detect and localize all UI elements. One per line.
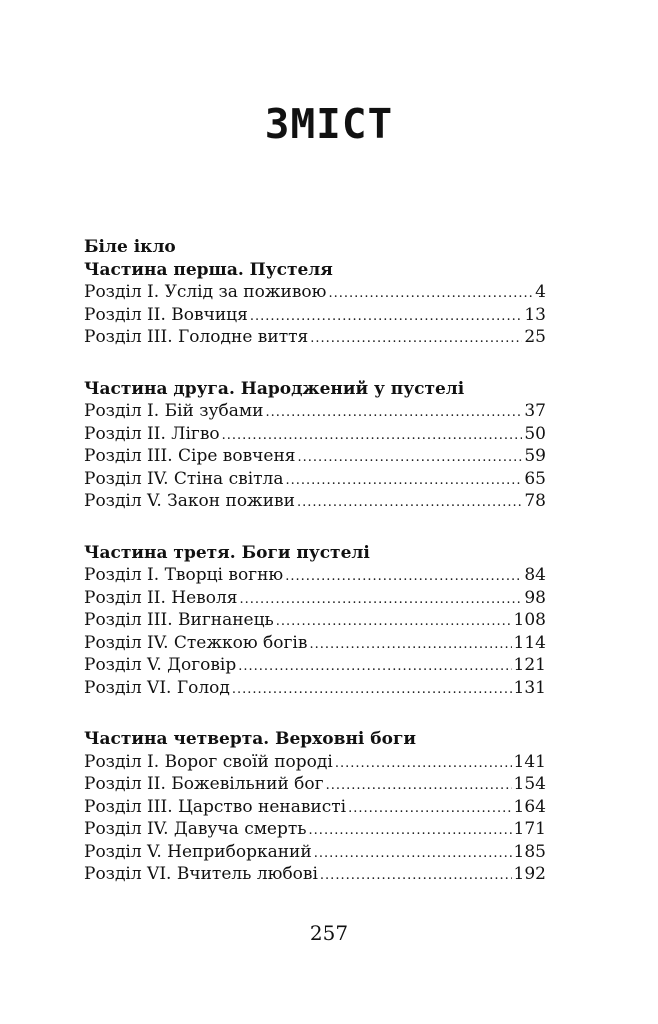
part-3	[84, 542, 546, 700]
toc-entry-page: 171	[513, 819, 546, 839]
dot-leader	[265, 402, 522, 425]
toc-entry[interactable]	[84, 751, 546, 774]
toc-entry-page: 50	[524, 423, 546, 444]
table-of-contents	[84, 236, 546, 886]
toc-entry[interactable]	[84, 796, 546, 819]
dot-leader	[285, 566, 522, 589]
toc-entry-label: Розділ V. Закон поживи	[84, 491, 295, 511]
toc-entry-label: Розділ I. Ворог своїй породі	[84, 751, 333, 772]
toc-entry[interactable]	[84, 863, 546, 886]
toc-entry-label: Розділ I. Творці вогню	[84, 565, 284, 585]
toc-entry[interactable]	[84, 841, 546, 864]
part-1	[84, 236, 546, 349]
toc-entry-label: Розділ III. Голодне виття	[84, 327, 309, 347]
toc-entry[interactable]	[84, 609, 546, 632]
toc-entry[interactable]	[84, 632, 546, 655]
toc-entry-label: Розділ V. Неприборканий	[84, 841, 312, 862]
dot-leader	[310, 328, 522, 351]
toc-entry-label: Розділ III. Вигнанець	[84, 610, 274, 630]
toc-entry[interactable]	[84, 564, 546, 587]
toc-entry[interactable]	[84, 445, 546, 468]
toc-entry-page: 192	[513, 864, 546, 884]
toc-entry[interactable]	[84, 423, 546, 446]
part-4	[84, 728, 546, 886]
toc-entry-label: Розділ II. Вовчиця	[84, 304, 248, 325]
toc-entry[interactable]	[84, 677, 546, 700]
part-title: Частина четверта. Верховні боги	[84, 729, 416, 749]
dot-leader	[335, 753, 512, 776]
toc-entry-page: 84	[524, 565, 546, 585]
dot-leader	[222, 425, 523, 448]
toc-entry-page: 164	[513, 796, 546, 817]
toc-entry-label: Розділ VI. Вчитель любові	[84, 864, 318, 884]
toc-entry-label: Розділ II. Лігво	[84, 423, 220, 444]
toc-entry-label: Розділ I. Бій зубами	[84, 401, 264, 421]
dot-leader	[297, 492, 522, 515]
dot-leader	[309, 634, 511, 657]
toc-entry-page: 185	[513, 841, 546, 862]
dot-leader	[328, 283, 533, 306]
toc-entry[interactable]	[84, 326, 546, 349]
toc-entry-page: 78	[524, 491, 546, 511]
toc-entry-page: 13	[524, 304, 546, 325]
dot-leader	[314, 843, 512, 866]
toc-entry-page: 108	[513, 610, 546, 630]
dot-leader	[276, 611, 512, 634]
dot-leader	[309, 820, 512, 843]
toc-entry[interactable]	[84, 654, 546, 677]
dot-leader	[298, 447, 523, 470]
toc-entry-page: 131	[513, 677, 546, 698]
dot-leader	[326, 775, 512, 798]
part-2	[84, 378, 546, 513]
toc-entry[interactable]	[84, 587, 546, 610]
toc-entry[interactable]	[84, 490, 546, 513]
toc-entry-label: Розділ IV. Давуча смерть	[84, 819, 307, 839]
page-title: ЗМІСТ	[264, 100, 394, 148]
dot-leader	[250, 306, 523, 329]
toc-entry-page: 141	[513, 751, 546, 772]
dot-leader	[240, 589, 523, 612]
dot-leader	[320, 865, 512, 888]
toc-entry-label: Розділ II. Неволя	[84, 587, 238, 608]
toc-entry-label: Розділ II. Божевільний бог	[84, 774, 324, 794]
dot-leader	[348, 798, 511, 821]
book-title: Біле ікло	[84, 237, 176, 257]
toc-entry-label: Розділ III. Сіре вовченя	[84, 446, 296, 466]
toc-entry-page: 98	[524, 587, 546, 608]
toc-entry-label: Розділ IV. Стежкою богів	[84, 632, 308, 653]
toc-entry[interactable]	[84, 818, 546, 841]
toc-entry-label: Розділ IV. Стіна світла	[84, 468, 284, 489]
part-title: Частина перша. Пустеля	[84, 259, 333, 280]
toc-entry-page: 154	[513, 774, 546, 794]
toc-entry-label: Розділ V. Договір	[84, 655, 237, 675]
toc-entry-label: Розділ VI. Голод	[84, 677, 230, 698]
toc-entry-page: 121	[513, 655, 546, 675]
page-number: 257	[309, 921, 349, 945]
toc-entry-page: 65	[524, 468, 546, 489]
toc-entry-page: 37	[524, 401, 546, 421]
toc-entry[interactable]	[84, 304, 546, 327]
dot-leader	[285, 470, 522, 493]
toc-entry[interactable]	[84, 281, 546, 304]
toc-entry[interactable]	[84, 400, 546, 423]
toc-entry-page: 4	[535, 282, 546, 302]
dot-leader	[238, 656, 511, 679]
toc-entry-page: 25	[524, 327, 546, 347]
toc-entry-label: Розділ III. Царство ненависті	[84, 796, 347, 817]
toc-entry-page: 59	[524, 446, 546, 466]
toc-entry[interactable]	[84, 468, 546, 491]
toc-entry-label: Розділ I. Услід за поживою	[84, 282, 327, 302]
toc-entry[interactable]	[84, 773, 546, 796]
part-title: Частина третя. Боги пустелі	[84, 542, 370, 563]
part-title: Частина друга. Народжений у пустелі	[84, 378, 465, 399]
dot-leader	[232, 679, 512, 702]
toc-entry-page: 114	[513, 632, 546, 653]
